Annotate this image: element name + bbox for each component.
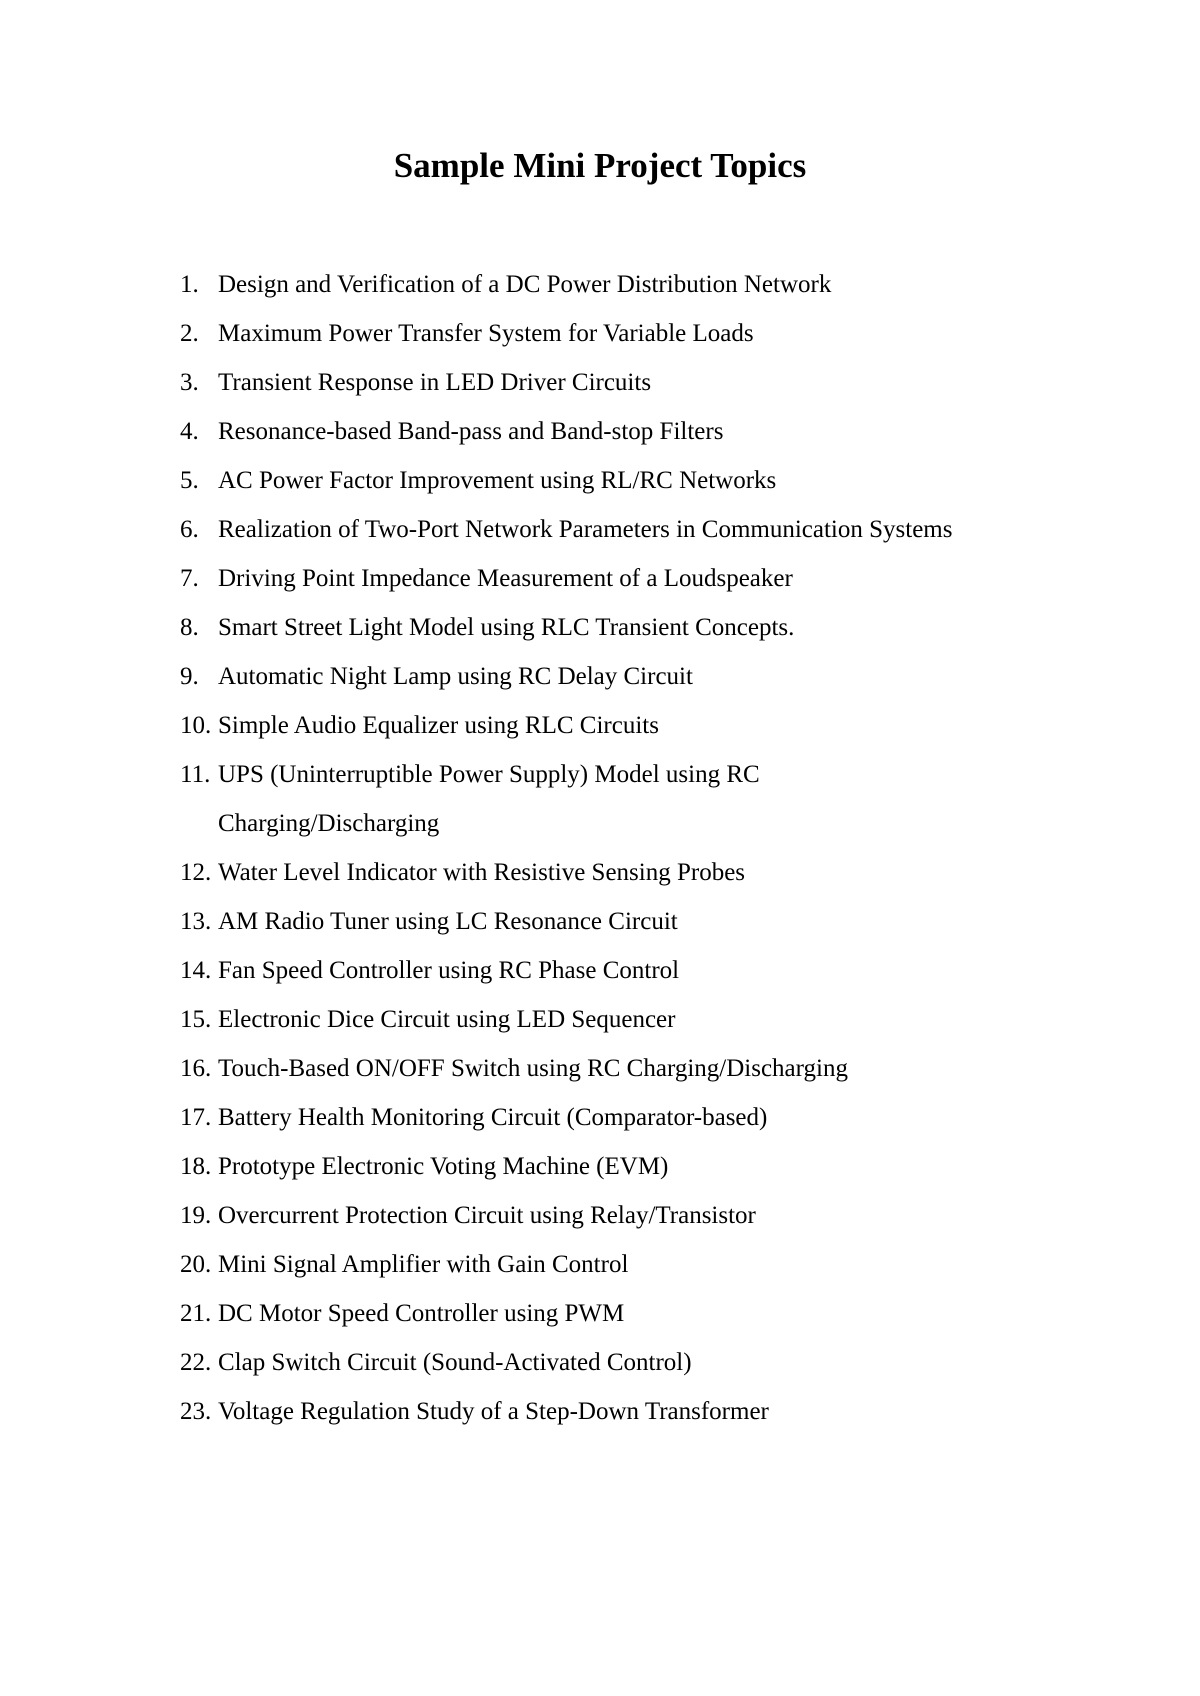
topic-number: 9. xyxy=(180,663,199,690)
topic-item-16 xyxy=(180,1044,1140,1093)
topic-number: 4. xyxy=(180,418,199,445)
topic-number: 16. xyxy=(180,1055,212,1082)
topic-number: 1. xyxy=(180,271,199,298)
topic-text: Smart Street Light Model using RLC Transient Concepts. xyxy=(218,614,795,641)
topic-text: Mini Signal Amplifier with Gain Control xyxy=(218,1251,629,1278)
topic-item-21 xyxy=(180,1289,1140,1338)
topic-item-9 xyxy=(180,652,1140,701)
topic-item-15 xyxy=(180,995,1140,1044)
topic-item-19 xyxy=(180,1191,1140,1240)
topic-text: Transient Response in LED Driver Circuits xyxy=(218,369,652,396)
topic-text: Realization of Two-Port Network Parameters in Communication Systems xyxy=(218,516,953,543)
topic-text: DC Motor Speed Controller using PWM xyxy=(218,1300,625,1327)
topic-number: 12. xyxy=(180,859,212,886)
topic-number: 6. xyxy=(180,516,199,543)
topic-item-11 xyxy=(180,750,1140,848)
topic-number: 18. xyxy=(180,1153,212,1180)
topic-item-2 xyxy=(180,309,1140,358)
topic-text: Clap Switch Circuit (Sound-Activated Control) xyxy=(218,1349,692,1376)
topic-number: 19. xyxy=(180,1202,212,1229)
topic-number: 21. xyxy=(180,1300,212,1327)
topic-text: AC Power Factor Improvement using RL/RC Networks xyxy=(218,467,777,494)
page-title: Sample Mini Project Topics xyxy=(393,146,807,185)
topic-number: 5. xyxy=(180,467,199,494)
topic-item-7 xyxy=(180,554,1140,603)
topic-number: 17. xyxy=(180,1104,212,1131)
topic-text: Water Level Indicator with Resistive Sensing Probes xyxy=(218,859,746,886)
topic-number: 13. xyxy=(180,908,212,935)
topic-text: Automatic Night Lamp using RC Delay Circuit xyxy=(218,663,693,690)
topic-item-8 xyxy=(180,603,1140,652)
topic-number: 11. xyxy=(180,761,211,788)
topic-text: Battery Health Monitoring Circuit (Comparator-based) xyxy=(218,1104,768,1131)
topic-item-17 xyxy=(180,1093,1140,1142)
topic-number: 10. xyxy=(180,712,212,739)
topic-item-6 xyxy=(180,505,1140,554)
topic-number: 14. xyxy=(180,957,212,984)
topic-item-1 xyxy=(180,260,1140,309)
topic-number: 15. xyxy=(180,1006,212,1033)
topic-text: Fan Speed Controller using RC Phase Control xyxy=(218,957,680,984)
topic-number: 23. xyxy=(180,1398,212,1425)
topic-item-18 xyxy=(180,1142,1140,1191)
topic-item-3 xyxy=(180,358,1140,407)
topic-item-22 xyxy=(180,1338,1140,1387)
topic-text: AM Radio Tuner using LC Resonance Circuit xyxy=(218,908,678,935)
topic-number: 20. xyxy=(180,1251,212,1278)
topic-text: Driving Point Impedance Measurement of a Loudspeaker xyxy=(218,565,793,592)
topic-item-13 xyxy=(180,897,1140,946)
topic-number: 2. xyxy=(180,320,199,347)
topic-number: 22. xyxy=(180,1349,212,1376)
topic-number: 7. xyxy=(180,565,199,592)
topic-text: Design and Verification of a DC Power Distribution Network xyxy=(218,271,832,298)
topic-text: Maximum Power Transfer System for Variable Loads xyxy=(218,320,754,347)
topic-item-4 xyxy=(180,407,1140,456)
topic-item-12 xyxy=(180,848,1140,897)
topic-item-5 xyxy=(180,456,1140,505)
topic-text: Electronic Dice Circuit using LED Sequencer xyxy=(218,1006,676,1033)
topic-text: Voltage Regulation Study of a Step-Down Transformer xyxy=(218,1398,769,1425)
topic-item-14 xyxy=(180,946,1140,995)
topic-text: UPS (Uninterruptible Power Supply) Model using RC Charging/Discharging xyxy=(218,761,760,837)
topic-item-23 xyxy=(180,1387,1140,1436)
topic-number: 8. xyxy=(180,614,199,641)
topic-text: Touch-Based ON/OFF Switch using RC Charging/Discharging xyxy=(218,1055,848,1082)
topic-text: Overcurrent Protection Circuit using Relay/Transistor xyxy=(218,1202,756,1229)
topic-text: Simple Audio Equalizer using RLC Circuits xyxy=(218,712,659,739)
topic-text: Prototype Electronic Voting Machine (EVM) xyxy=(218,1153,669,1180)
topic-list xyxy=(180,260,1140,1436)
topic-item-10 xyxy=(180,701,1140,750)
topic-number: 3. xyxy=(180,369,199,396)
topic-item-20 xyxy=(180,1240,1140,1289)
topic-text: Resonance-based Band-pass and Band-stop Filters xyxy=(218,418,724,445)
